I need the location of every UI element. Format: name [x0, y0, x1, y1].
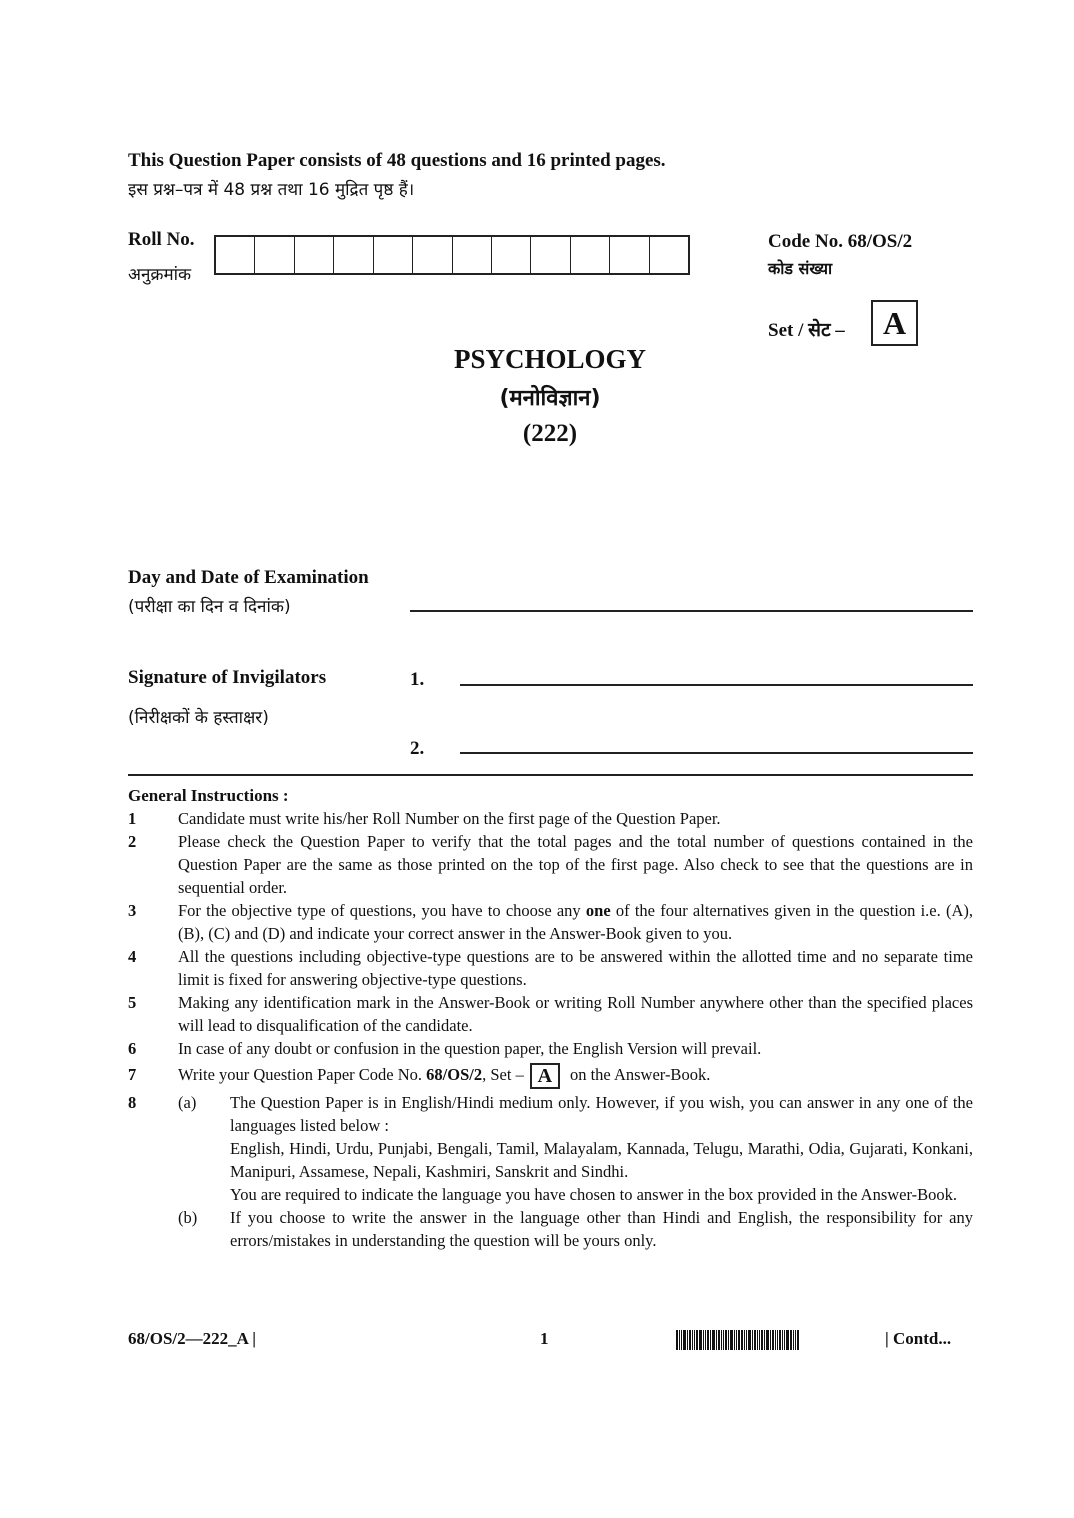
roll-label-en: Roll No. — [128, 229, 195, 250]
barcode-bar — [746, 1330, 747, 1350]
invigilator-1-signature-field[interactable] — [460, 684, 973, 686]
barcode-bar — [712, 1330, 715, 1350]
instruction-item: 7 Write your Question Paper Code No. 68/OS/2, Set – A on the Answer-Book. — [128, 1065, 711, 1088]
barcode-bar — [744, 1330, 745, 1350]
barcode-bar — [676, 1330, 678, 1350]
instructions-heading: General Instructions : — [128, 786, 289, 805]
barcode-bar — [681, 1330, 682, 1350]
barcode-bar — [784, 1330, 785, 1350]
instruction-sub-item: (a) The Question Paper is in English/Hindi medium only. However, if you wish, you can answer in any one of the languages listed below : English, Hindi, Urdu, Punjabi, Bengali, Tamil, Malayalam, Kannada, Telugu, Marathi, Odia, Gujarati, Konkani, Manipuri, Assamese, Nepali, Kashmiri, Sanskrit and Sindhi. You are required to indicate the language you have chosen to answer in the box provided in the Answer-Book. — [178, 1093, 973, 1205]
roll-number-cell[interactable] — [610, 237, 649, 273]
exam-date-field[interactable] — [410, 610, 973, 612]
barcode-bar — [694, 1330, 695, 1350]
barcode-bar — [797, 1330, 799, 1350]
barcode-bar — [782, 1330, 783, 1350]
barcode-bar — [723, 1330, 724, 1350]
roll-number-cell[interactable] — [216, 237, 255, 273]
barcode-bar — [692, 1330, 693, 1350]
roll-number-cell[interactable] — [255, 237, 294, 273]
barcode-bar — [683, 1330, 686, 1350]
invigilator-1-number: 1. — [410, 669, 425, 690]
barcode-bar — [741, 1330, 743, 1350]
invigilator-label-en: Signature of Invigilators — [128, 667, 327, 688]
barcode-bar — [770, 1330, 771, 1350]
page-number: 1 — [540, 1329, 549, 1348]
roll-number-cell[interactable] — [295, 237, 334, 273]
invigilator-label-hi: (निरीक्षकों के हस्ताक्षर) — [128, 708, 269, 728]
subject-title: PSYCHOLOGY — [453, 344, 647, 374]
barcode-bar — [721, 1330, 722, 1350]
set-box — [871, 300, 918, 346]
instruction-item: 4 All the questions including objective-type questions are to be answered within the allotted time and no separate time limit is fixed for answering objective-type questions. — [128, 947, 973, 989]
barcode-bar — [766, 1330, 769, 1350]
code-number: Code No. 68/OS/2 — [768, 231, 913, 252]
barcode-bar — [779, 1330, 781, 1350]
barcode-bar — [786, 1330, 789, 1350]
set-value: A — [882, 304, 907, 341]
barcode-bar — [772, 1330, 774, 1350]
barcode-bar — [748, 1330, 751, 1350]
barcode-bar — [734, 1330, 735, 1350]
barcode-bar — [703, 1330, 704, 1350]
barcode-bar — [728, 1330, 729, 1350]
barcode-bar — [716, 1330, 717, 1350]
barcode-bar — [764, 1330, 765, 1350]
barcode-bar — [736, 1330, 737, 1350]
roll-number-cell[interactable] — [374, 237, 413, 273]
instruction-sub-item: (b) If you choose to write the answer in the language other than Hindi and English, the responsibility for any errors/mistakes in understanding the question will be yours only. — [178, 1208, 973, 1251]
instruction-item: 6 In case of any doubt or confusion in the question paper, the English Version will prevail. — [128, 1039, 762, 1058]
invigilator-2-number: 2. — [410, 738, 425, 759]
barcode-bar — [759, 1330, 760, 1350]
instruction-item: 5 Making any identification mark in the Answer-Book or writing Roll Number anywhere other than the specified places will lead to disqualification of the candidate. — [128, 993, 973, 1035]
barcode-bar — [679, 1330, 680, 1350]
invigilator-2-signature-field[interactable] — [460, 752, 973, 754]
barcode-bar — [725, 1330, 727, 1350]
barcode — [676, 1330, 856, 1350]
barcode-bar — [795, 1330, 796, 1350]
exam-date-label-en: Day and Date of Examination — [128, 567, 369, 588]
instruction-item: 8 (a) The Question Paper is in English/Hindi medium only. However, if you wish, you can answer in any one of the languages listed below : English, Hindi, Urdu, Punjabi, Bengali, Tamil, Malayalam, Kannada, Telugu, Marathi, Odia, Gujarati, Konkani, Manipuri, Assamese, Nepali, Kashmiri, Sanskrit and Sindhi. You are required to indicate the language you have chosen to answer in the box provided in the Answer-Book. (b) If you choose to write the answer in the language other than Hindi and English, the responsibility for any errors/mistakes in understanding the question will be yours only. — [128, 1093, 973, 1251]
paper-summary-en: This Question Paper consists of 48 questions and 16 printed pages. — [128, 150, 666, 171]
code-label-hi: कोड संख्या — [768, 259, 833, 278]
barcode-bar — [699, 1330, 702, 1350]
set-box-inline: A — [530, 1063, 560, 1089]
barcode-bar — [757, 1330, 758, 1350]
general-instructions — [128, 784, 973, 1252]
barcode-bar — [761, 1330, 763, 1350]
barcode-bar — [710, 1330, 711, 1350]
barcode-bar — [777, 1330, 778, 1350]
exam-date-label-hi: (परीक्षा का दिन व दिनांक) — [128, 597, 291, 617]
roll-number-cell[interactable] — [571, 237, 610, 273]
contd-label: | Contd... — [885, 1329, 952, 1348]
roll-number-cell[interactable] — [334, 237, 373, 273]
roll-number-cell[interactable] — [650, 237, 688, 273]
barcode-bar — [730, 1330, 733, 1350]
roll-number-cell[interactable] — [453, 237, 492, 273]
roll-number-cell[interactable] — [492, 237, 531, 273]
instruction-item: 1 Candidate must write his/her Roll Number on the first page of the Question Paper. — [128, 809, 721, 828]
roll-label-hi: अनुक्रमांक — [128, 265, 192, 285]
barcode-bar — [775, 1330, 776, 1350]
barcode-bar — [705, 1330, 706, 1350]
barcode-bar — [790, 1330, 792, 1350]
subject-code: (222) — [522, 420, 578, 447]
barcode-bar — [752, 1330, 753, 1350]
roll-number-cell[interactable] — [413, 237, 452, 273]
barcode-bar — [754, 1330, 756, 1350]
subject-title-hi: (मनोविज्ञान) — [499, 386, 601, 411]
barcode-bar — [687, 1330, 688, 1350]
instruction-item: 2 Please check the Question Paper to verify that the total pages and the total number of questions contained in the Question Paper are the same as those printed on the top of the first page. Also check to see that the questions are in sequential order. — [128, 832, 973, 897]
barcode-bar — [738, 1330, 740, 1350]
barcode-bar — [793, 1330, 794, 1350]
paper-summary-hi: इस प्रश्न–पत्र में 48 प्रश्न तथा 16 मुद्रित पृष्ठ हैं। — [128, 180, 415, 200]
barcode-bar — [718, 1330, 720, 1350]
roll-number-boxes[interactable] — [214, 235, 690, 275]
barcode-bar — [707, 1330, 709, 1350]
section-divider — [128, 774, 973, 776]
set-label: Set / सेट – — [768, 320, 845, 341]
barcode-bar — [689, 1330, 691, 1350]
roll-number-cell[interactable] — [531, 237, 570, 273]
footer-code: 68/OS/2—222_A | — [128, 1329, 256, 1348]
barcode-bar — [696, 1330, 698, 1350]
instruction-item: 3 For the objective type of questions, you have to choose any one of the four alternatives given in the question i.e. (A), (B), (C) and (D) and indicate your correct answer in the Answer-Book given to you. — [128, 901, 973, 943]
